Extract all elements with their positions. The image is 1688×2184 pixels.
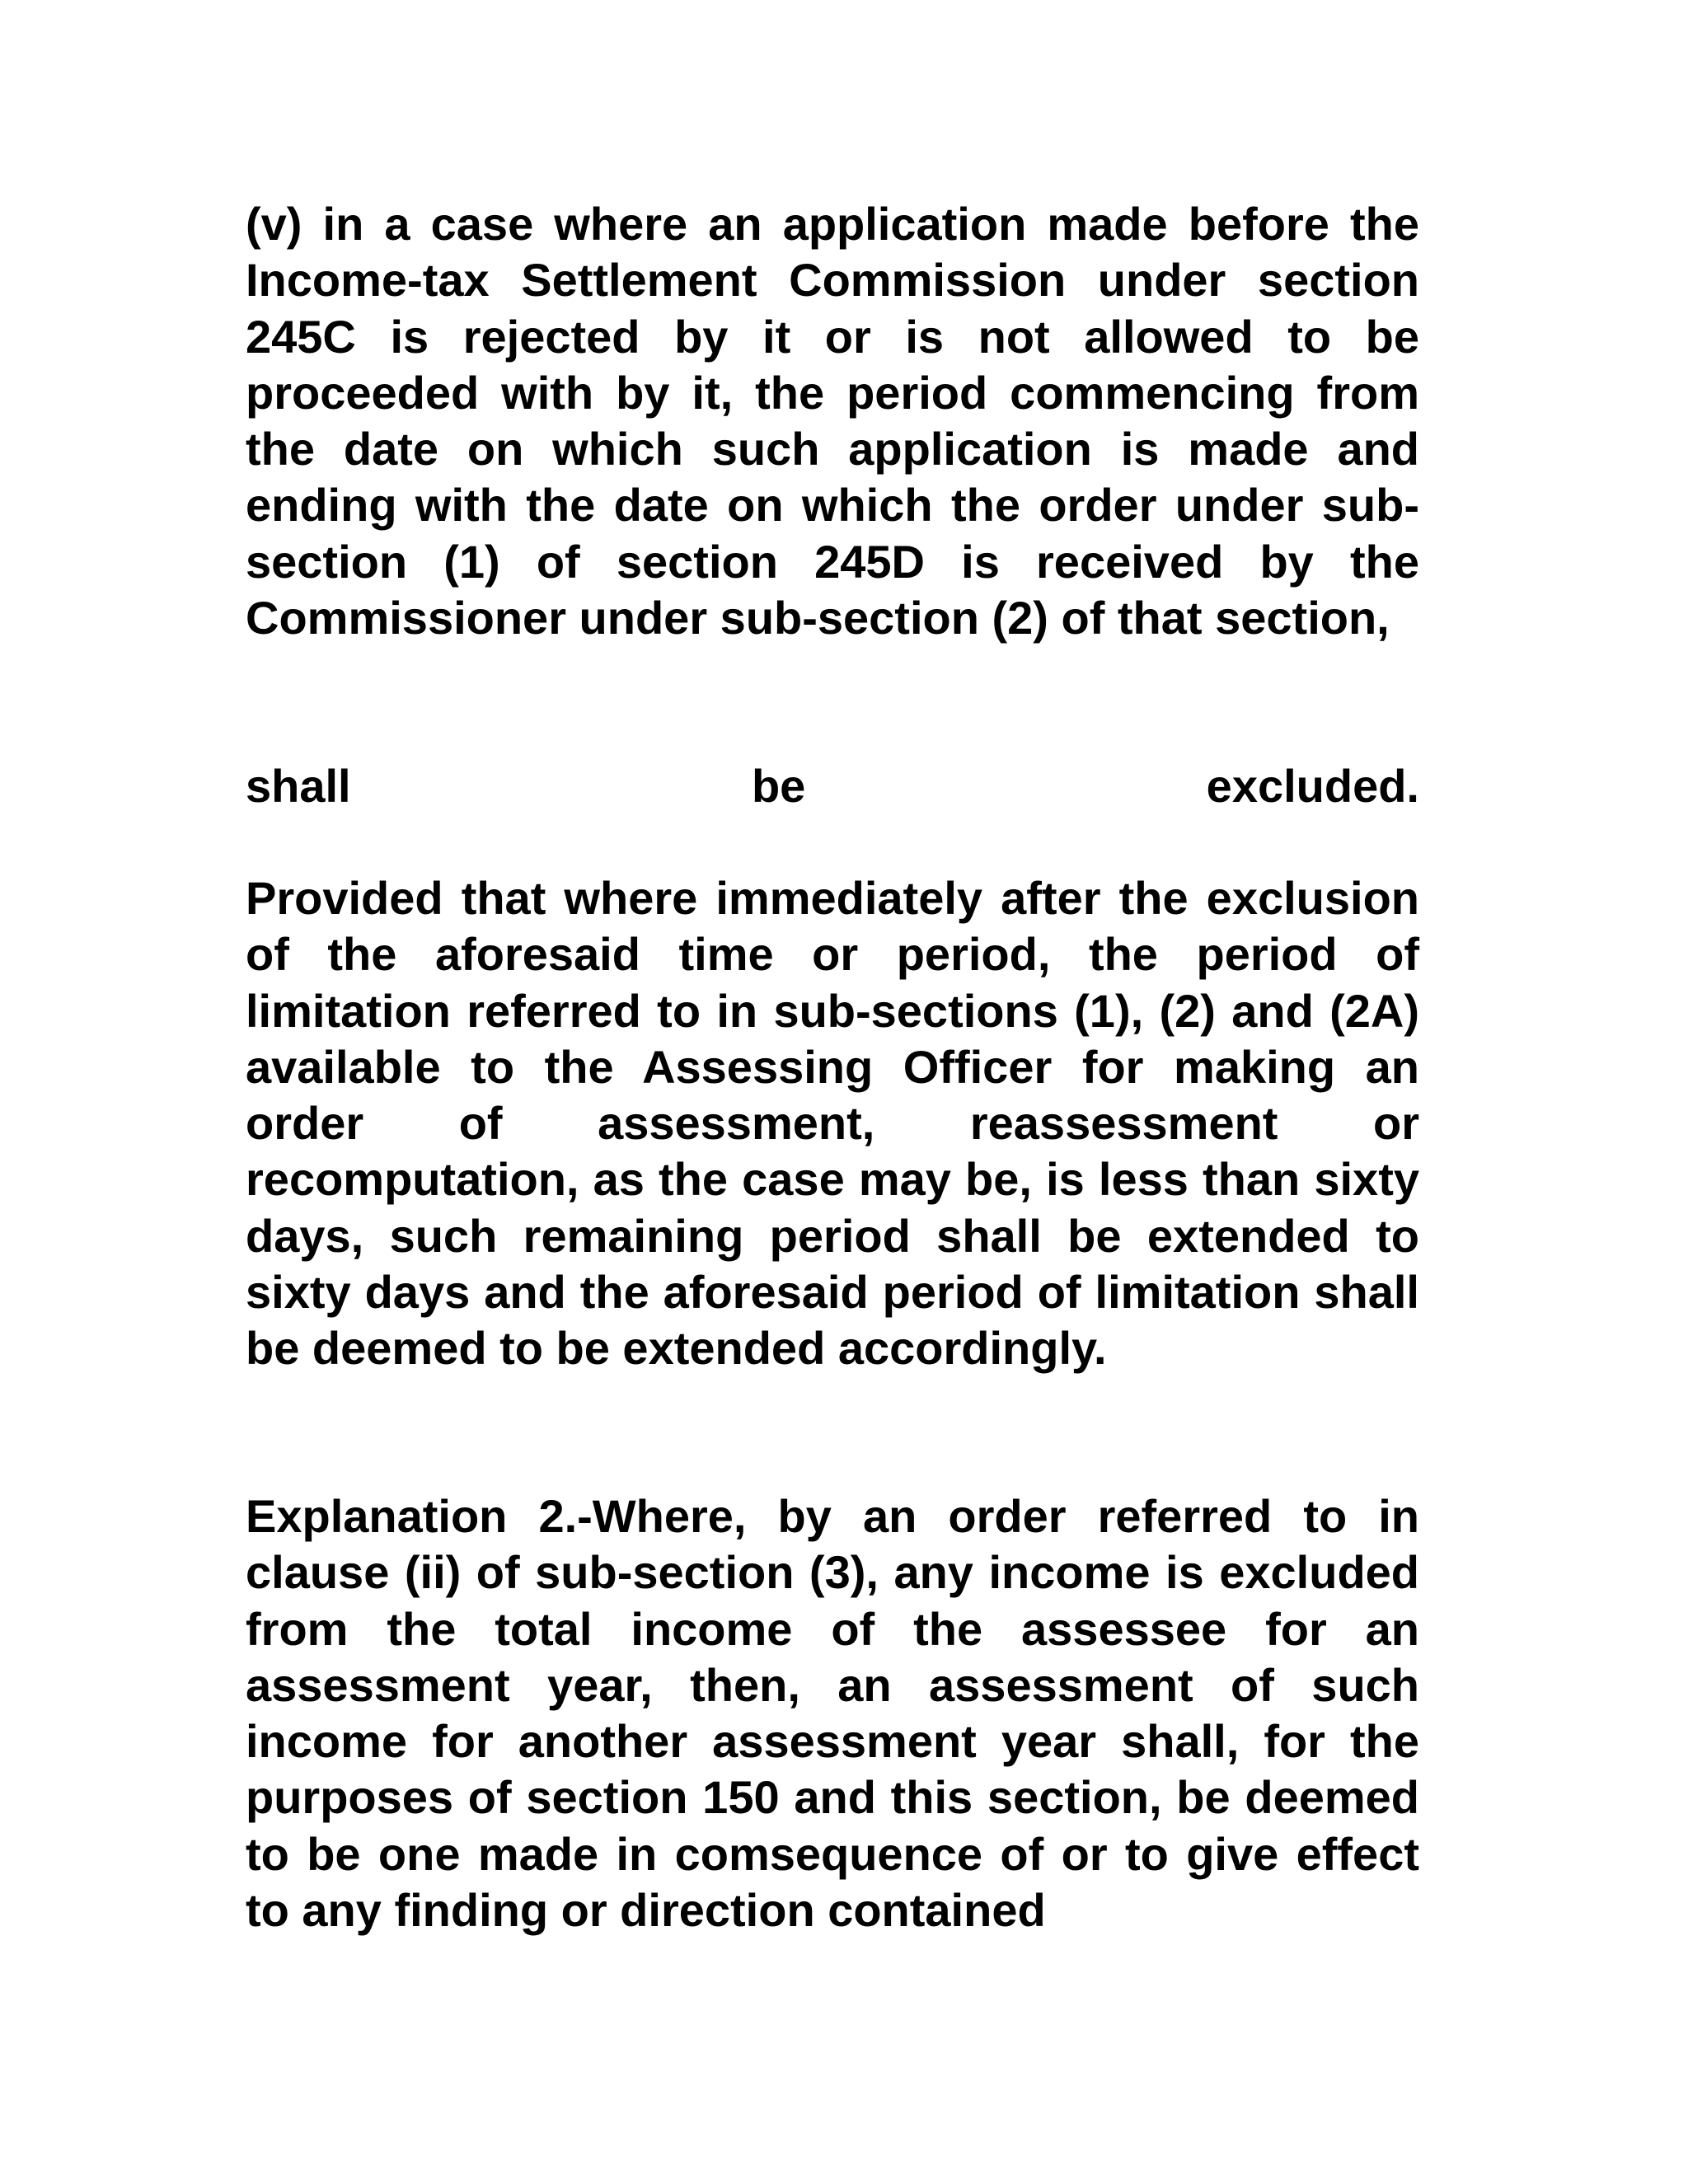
proviso-paragraph: Provided that where immediately after the exclusion of the aforesaid time or period, the period of limitation referred to in sub-sections (1), (2) and (2A) available to the Assessing Officer for making an order of assessment, reassessment or recomputation, as the case may be, is less than sixty days, such remaining period shall be extended to sixty days and the aforesaid period of limitation shall be deemed to be extended accordingly. [246, 872, 1419, 1375]
clause-v-paragraph: (v) in a case where an application made before the Income-tax Settlement Commission under section 245C is rejected by it or is not allowed to be proceeded with by it, the period commencing from the date on which such application is made and ending with the date on which the order under sub-section (1) of section 245D is received by the Commissioner under sub-section (2) of that section, [246, 198, 1419, 644]
explanation-2-paragraph: Explanation 2.-Where, by an order referred to in clause (ii) of sub-section (3), any income is excluded from the total income of the assessee for an assessment year, then, an assessment of such income for another assessment year shall, for the purposes of section 150 and this section, be deemed to be one made in comsequence of or to give effect to any finding or direction contained [246, 1490, 1419, 1937]
shall-be-excluded-line: shall be excluded. [246, 760, 1419, 812]
